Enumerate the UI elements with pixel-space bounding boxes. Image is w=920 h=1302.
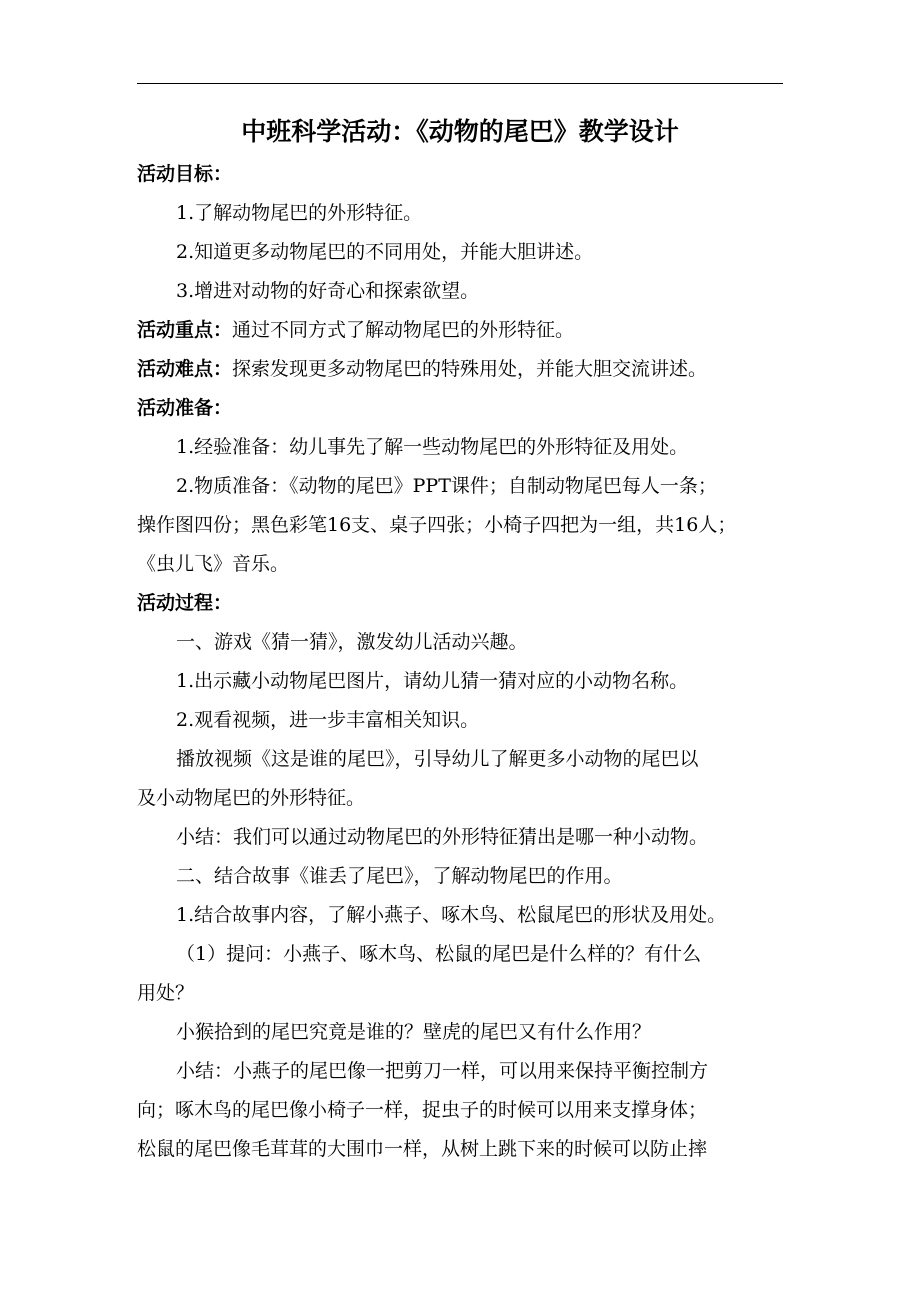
process-line: 小猴拾到的尾巴究竟是谁的？壁虎的尾巴又有什么作用？	[176, 1021, 652, 1043]
preparation-item-continued: 操作图四份；黑色彩笔16支、桌子四张；小椅子四把为一组，共16人；	[137, 514, 737, 536]
process-line: 1.结合故事内容，了解小燕子、啄木鸟、松鼠尾巴的形状及用处。	[176, 904, 727, 926]
difficulty-label: 活动难点：	[137, 358, 233, 380]
preparation-item-continued: 《虫儿飞》音乐。	[137, 553, 290, 575]
preparation-item: 2.物质准备：《动物的尾巴》PPT课件；自制动物尾巴每人一条；	[176, 475, 717, 497]
key-point-text: 通过不同方式了解动物尾巴的外形特征。	[232, 319, 575, 341]
process-line: 1.出示藏小动物尾巴图片，请幼儿猜一猜对应的小动物名称。	[176, 670, 689, 692]
preparation-heading: 活动准备：	[137, 397, 233, 419]
process-line: 播放视频《这是谁的尾巴》，引导幼儿了解更多小动物的尾巴以	[176, 748, 699, 770]
process-heading: 活动过程：	[137, 592, 233, 614]
process-line: 2.观看视频，进一步丰富相关知识。	[176, 709, 480, 731]
process-line: 一、游戏《猜一猜》，激发幼儿活动兴趣。	[176, 631, 528, 653]
process-line: 小结：我们可以通过动物尾巴的外形特征猜出是哪一种小动物。	[176, 826, 709, 848]
process-line: 用处？	[137, 982, 195, 1004]
difficulty-text: 探索发现更多动物尾巴的特殊用处，并能大胆交流讲述。	[232, 358, 708, 380]
difficulty-row	[137, 354, 707, 384]
process-line: （1）提问：小燕子、啄木鸟、松鼠的尾巴是什么样的？有什么	[176, 943, 702, 965]
goal-item: 2.知道更多动物尾巴的不同用处，并能大胆讲述。	[176, 241, 594, 263]
goal-item: 1.了解动物尾巴的外形特征。	[176, 202, 423, 224]
process-line: 向；啄木鸟的尾巴像小椅子一样，捉虫子的时候可以用来支撑身体；	[137, 1099, 708, 1121]
process-line: 松鼠的尾巴像毛茸茸的大围巾一样，从树上跳下来的时候可以防止摔	[137, 1138, 708, 1160]
goals-heading: 活动目标：	[137, 163, 233, 185]
header-rule	[137, 83, 783, 84]
process-line: 及小动物尾巴的外形特征。	[137, 787, 366, 809]
page-title: 中班科学活动：《动物的尾巴》教学设计	[241, 117, 679, 146]
process-line: 二、结合故事《谁丢了尾巴》，了解动物尾巴的作用。	[176, 865, 623, 887]
key-point-label: 活动重点：	[137, 319, 233, 341]
goal-item: 3.增进对动物的好奇心和探索欲望。	[176, 280, 480, 302]
preparation-item: 1.经验准备：幼儿事先了解一些动物尾巴的外形特征及用处。	[176, 436, 689, 458]
key-point-row	[137, 315, 574, 345]
process-line: 小结：小燕子的尾巴像一把剪刀一样，可以用来保持平衡控制方	[176, 1060, 709, 1082]
